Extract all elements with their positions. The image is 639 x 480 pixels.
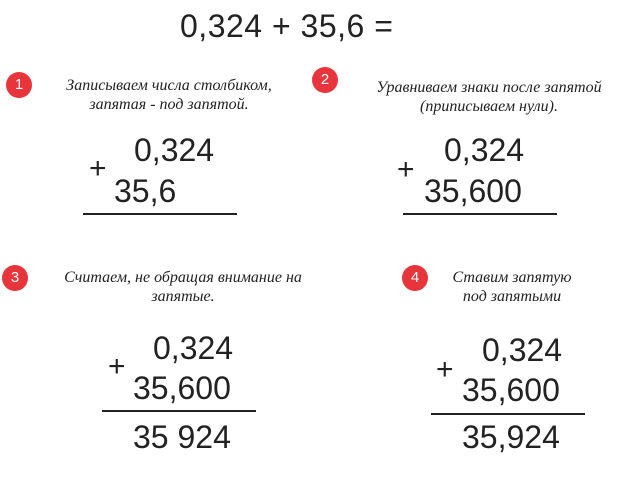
step-4-top-number: 0,324: [482, 332, 563, 368]
step-1-top-number: 0,324: [134, 132, 215, 168]
step-1-caption-line-2: запятая - под запятой.: [89, 96, 249, 113]
step-3-top-number: 0,324: [153, 330, 234, 366]
step-1-sum-line: [83, 213, 237, 215]
step-1-plus-sign: +: [89, 152, 107, 185]
step-3-badge: 3: [2, 265, 28, 291]
step-1-bottom-number: 35,6: [114, 173, 177, 209]
step-3-plus-sign: +: [108, 350, 126, 383]
step-3-caption: [32, 268, 334, 306]
step-2-plus-sign: +: [397, 153, 415, 186]
step-3-caption-line-2: запятые.: [151, 288, 215, 305]
step-1-caption: [36, 76, 302, 114]
step-4-caption-line-2: под запятыми: [462, 288, 562, 305]
step-3-bottom-number: 35,600: [133, 370, 231, 406]
step-4-caption: [430, 268, 594, 306]
step-2-caption-line-2: (приписываем нули).: [420, 98, 558, 115]
step-3-result: 35 924: [133, 419, 231, 455]
step-2-bottom-number: 35,600: [424, 173, 522, 209]
expression-title: 0,324 + 35,6 =: [180, 8, 394, 44]
step-4-badge: 4: [402, 265, 428, 291]
step-4-plus-sign: +: [436, 353, 454, 386]
step-1-caption-line-1: Записываем числа столбиком,: [66, 77, 272, 94]
step-2-sum-line: [403, 213, 557, 215]
step-4-sum-line: [431, 413, 585, 415]
step-1-badge: 1: [6, 72, 32, 98]
step-2-top-number: 0,324: [444, 132, 525, 168]
step-4-bottom-number: 35,600: [462, 372, 560, 408]
step-4-result: 35,924: [462, 419, 560, 455]
step-4-caption-line-1: Ставим запятую: [452, 269, 572, 286]
step-3-sum-line: [102, 410, 256, 412]
step-2-badge: 2: [312, 67, 338, 93]
step-3-caption-line-1: Считаем, не обращая внимание на: [64, 269, 302, 286]
step-2-caption-line-1: Уравниваем знаки после запятой: [376, 79, 602, 96]
step-2-caption: [343, 78, 635, 116]
